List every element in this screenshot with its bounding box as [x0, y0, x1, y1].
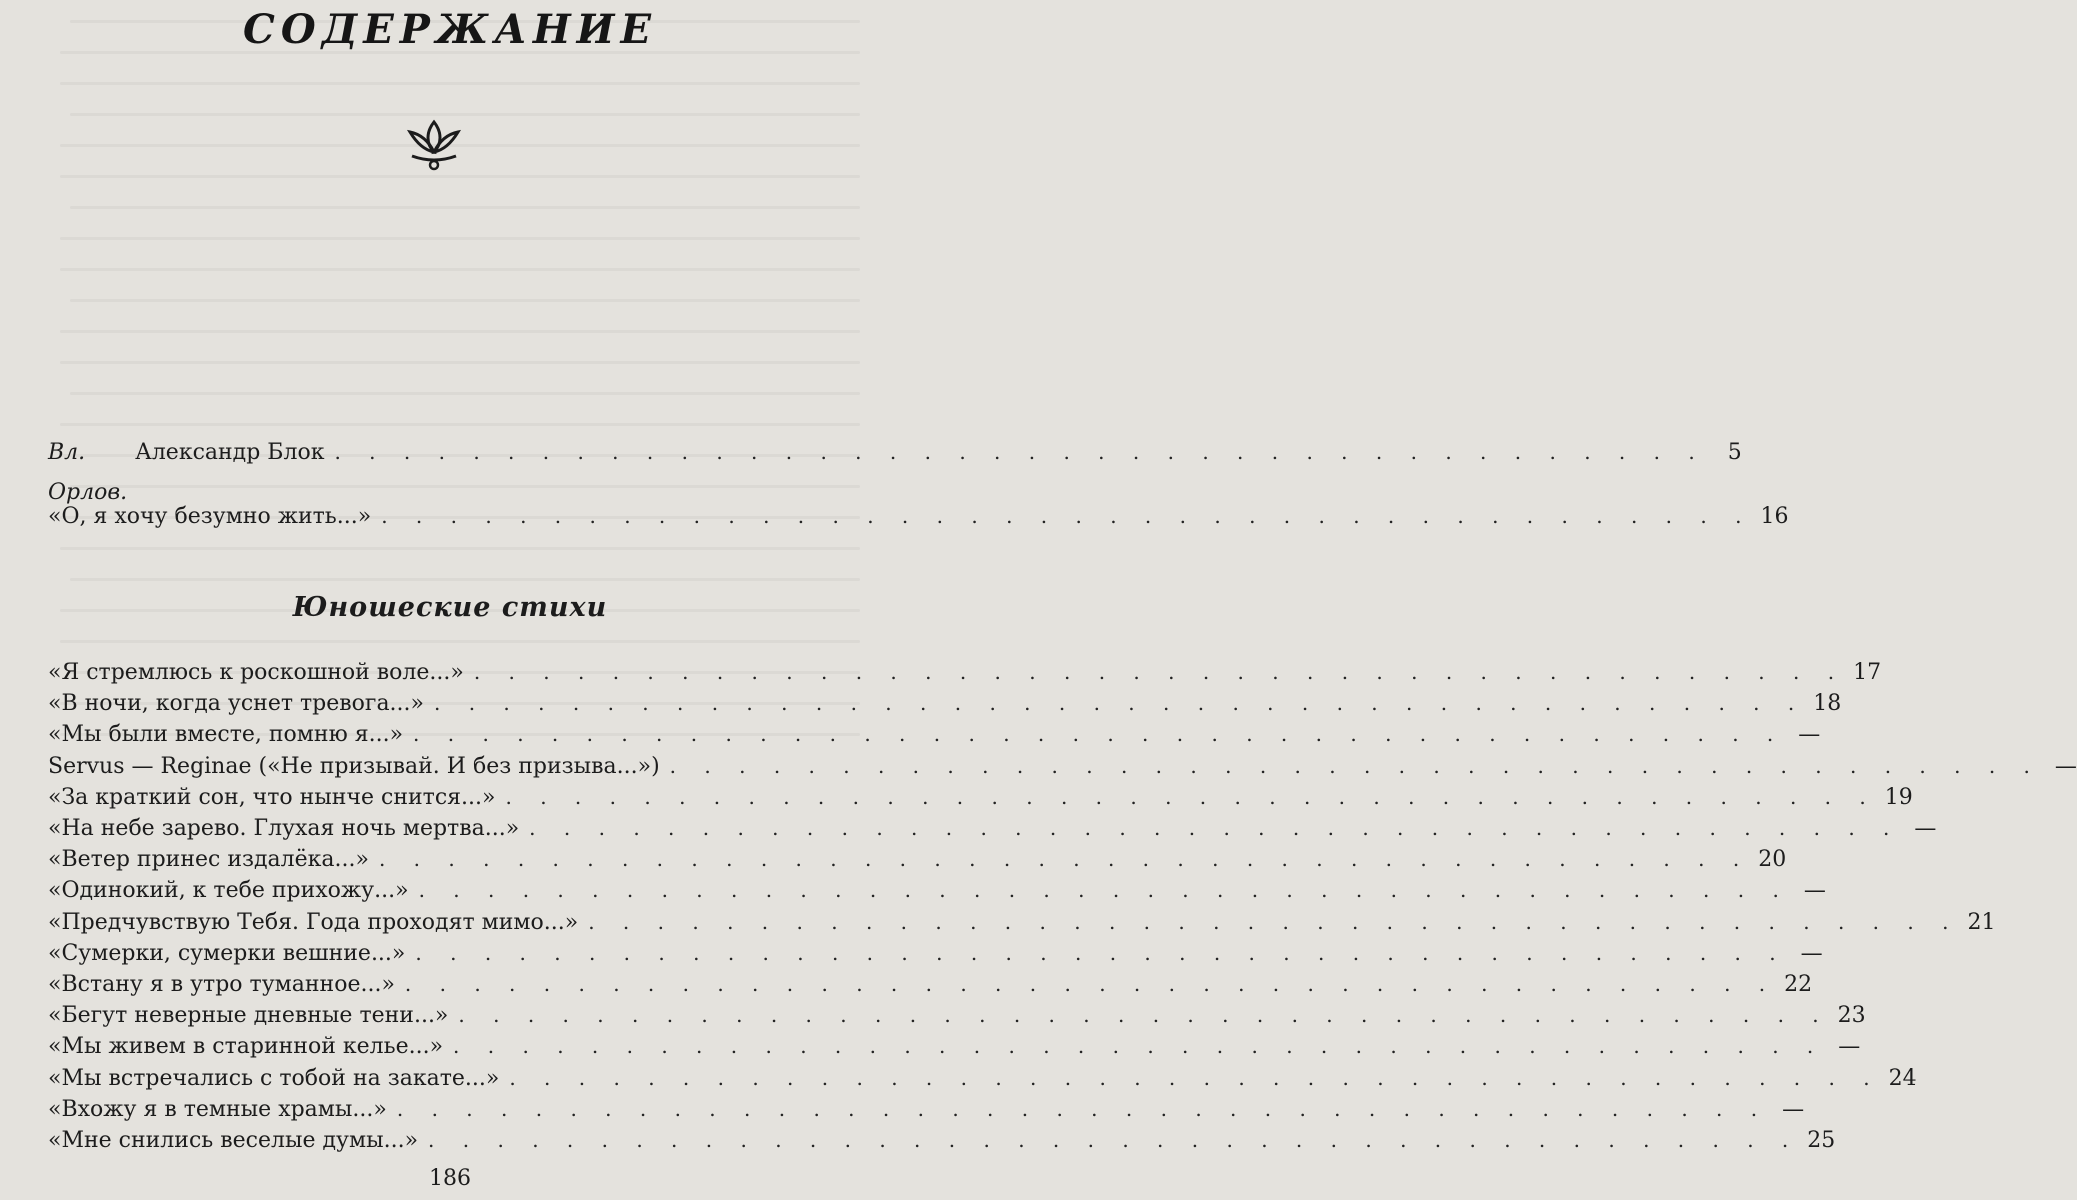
entry-page: —	[1798, 722, 1821, 748]
entry-title: «Мы встречались с тобой на закате...»	[48, 1065, 500, 1091]
section-heading: Юношеские стихи	[292, 592, 608, 623]
entry-title: «Мне снились веселые думы...»	[48, 1128, 419, 1153]
dot-leader: . . . . . . . . . . . . . . . . . . . . . . . . . . . . . . . . . . . . . . . .	[529, 816, 1901, 840]
toc-entry-intro	[48, 432, 1742, 505]
dot-leader: . . . . . . . . . . . . . . . . . . . . . . . . . . . . . . . . . . . . . . . .	[413, 722, 1785, 747]
dot-leader: . . . . . . . . . . . . . . . . . . . . . . . . . . . . . . . . . . . . . . . .	[473, 660, 1846, 684]
dot-leader: . . . . . . . . . . . . . . . . . . . . . . . . . . . . . . . . . . . . . . . .	[588, 909, 1960, 934]
entry-page: —	[2054, 753, 2077, 779]
entry-page: —	[1838, 1034, 1861, 1060]
entry-title: «В ночи, когда уснет тревога...»	[48, 691, 424, 717]
dot-leader: . . . . . . . . . . . . . . . . . . . . . . . . . . . . . . . . . . . . . . . .	[509, 1065, 1881, 1090]
toc-entry-intro	[48, 496, 1789, 536]
entry-title: «Я стремлюсь к роскошной воле...»	[48, 660, 464, 685]
dot-leader: . . . . . . . . . . . . . . . . . . . . . . . . . . . . . . . . . . . . . . . .	[428, 1128, 1800, 1152]
entry-title: Александр Блок	[135, 440, 325, 465]
entry-page: —	[1800, 940, 1823, 966]
entry-author: Вл. Орлов.	[48, 440, 128, 505]
entry-title: «Сумерки, сумерки вешние...»	[48, 940, 406, 966]
entry-title: «На небе зарево. Глухая ночь мертва...»	[48, 816, 520, 841]
lotus-ornament-icon	[404, 118, 464, 174]
entry-title: «Одинокий, к тебе прихожу...»	[48, 878, 409, 904]
page-number: 186	[429, 1166, 471, 1191]
dot-leader: . . . . . . . . . . . . . . . . . . . . . . . . . . . . . . . . . . . . . . . .	[334, 440, 1706, 464]
dot-leader: . . . . . . . . . . . . . . . . . . . . . . . . . . . . . . . . . . . . . . . .	[396, 1096, 1769, 1121]
entry-title: «Встану я в утро туманное...»	[48, 972, 395, 997]
entry-page: 24	[1888, 1065, 1917, 1091]
entry-title: «Мы живем в старинной келье...»	[48, 1034, 444, 1060]
entry-page: 25	[1807, 1128, 1836, 1153]
dot-leader: . . . . . . . . . . . . . . . . . . . . . . . . . . . . . . . . . . . . . . . .	[505, 784, 1877, 809]
entry-page: 17	[1853, 660, 1882, 685]
dot-leader: . . . . . . . . . . . . . . . . . . . . . . . . . . . . . . . . . . . . . . . .	[415, 940, 1787, 965]
dot-leader: . . . . . . . . . . . . . . . . . . . . . . . . . . . . . . . . . . . . . . . .	[418, 878, 1790, 903]
dot-leader: . . . . . . . . . . . . . . . . . . . . . . . . . . . . . . . . . . . . . . . .	[434, 691, 1806, 716]
page-title: СОДЕРЖАНИЕ	[243, 6, 657, 53]
entry-page: 21	[1967, 909, 1996, 935]
entry-page: 19	[1884, 784, 1913, 810]
dot-leader: . . . . . . . . . . . . . . . . . . . . . . . . . . . . . . . . . . . . . . . .	[453, 1034, 1825, 1059]
dot-leader: . . . . . . . . . . . . . . . . . . . . . . . . . . . . . . . . . . . . . . . .	[404, 972, 1777, 996]
entry-title: «Бегут неверные дневные тени...»	[48, 1003, 449, 1029]
entry-page: 23	[1837, 1003, 1866, 1029]
dot-leader: . . . . . . . . . . . . . . . . . . . . . . . . . . . . . . . . . . . . . . . .	[378, 847, 1751, 872]
entry-title: «Ветер принес издалёка...»	[48, 847, 369, 873]
entry-page: 22	[1784, 972, 1813, 997]
entry-page: 20	[1758, 847, 1787, 873]
dot-leader: . . . . . . . . . . . . . . . . . . . . . . . . . . . . . . . . . . . . . . . .	[669, 753, 2041, 778]
entry-page: 5	[1727, 440, 1742, 465]
entry-page: —	[1803, 878, 1826, 904]
entry-title: «Вхожу я в темные храмы...»	[48, 1096, 387, 1122]
entry-title: «О, я хочу безумно жить...»	[48, 504, 372, 529]
entry-title: Servus — Reginae («Не призывай. И без призыва...»)	[48, 753, 660, 779]
entry-page: 16	[1760, 504, 1789, 529]
dot-leader: . . . . . . . . . . . . . . . . . . . . . . . . . . . . . . . . . . . . . . . .	[458, 1003, 1830, 1028]
dot-leader: . . . . . . . . . . . . . . . . . . . . . . . . . . . . . . . . . . . . . . . .	[381, 504, 1753, 528]
entry-page: —	[1914, 816, 1937, 841]
entry-page: —	[1782, 1096, 1805, 1122]
entry-page: 18	[1813, 691, 1842, 717]
entry-title: «За краткий сон, что нынче снится...»	[48, 784, 496, 810]
toc-entry	[48, 1120, 1836, 1160]
entry-title: «Предчувствую Тебя. Года проходят мимо...»	[48, 909, 579, 935]
entry-title: «Мы были вместе, помню я...»	[48, 722, 404, 748]
